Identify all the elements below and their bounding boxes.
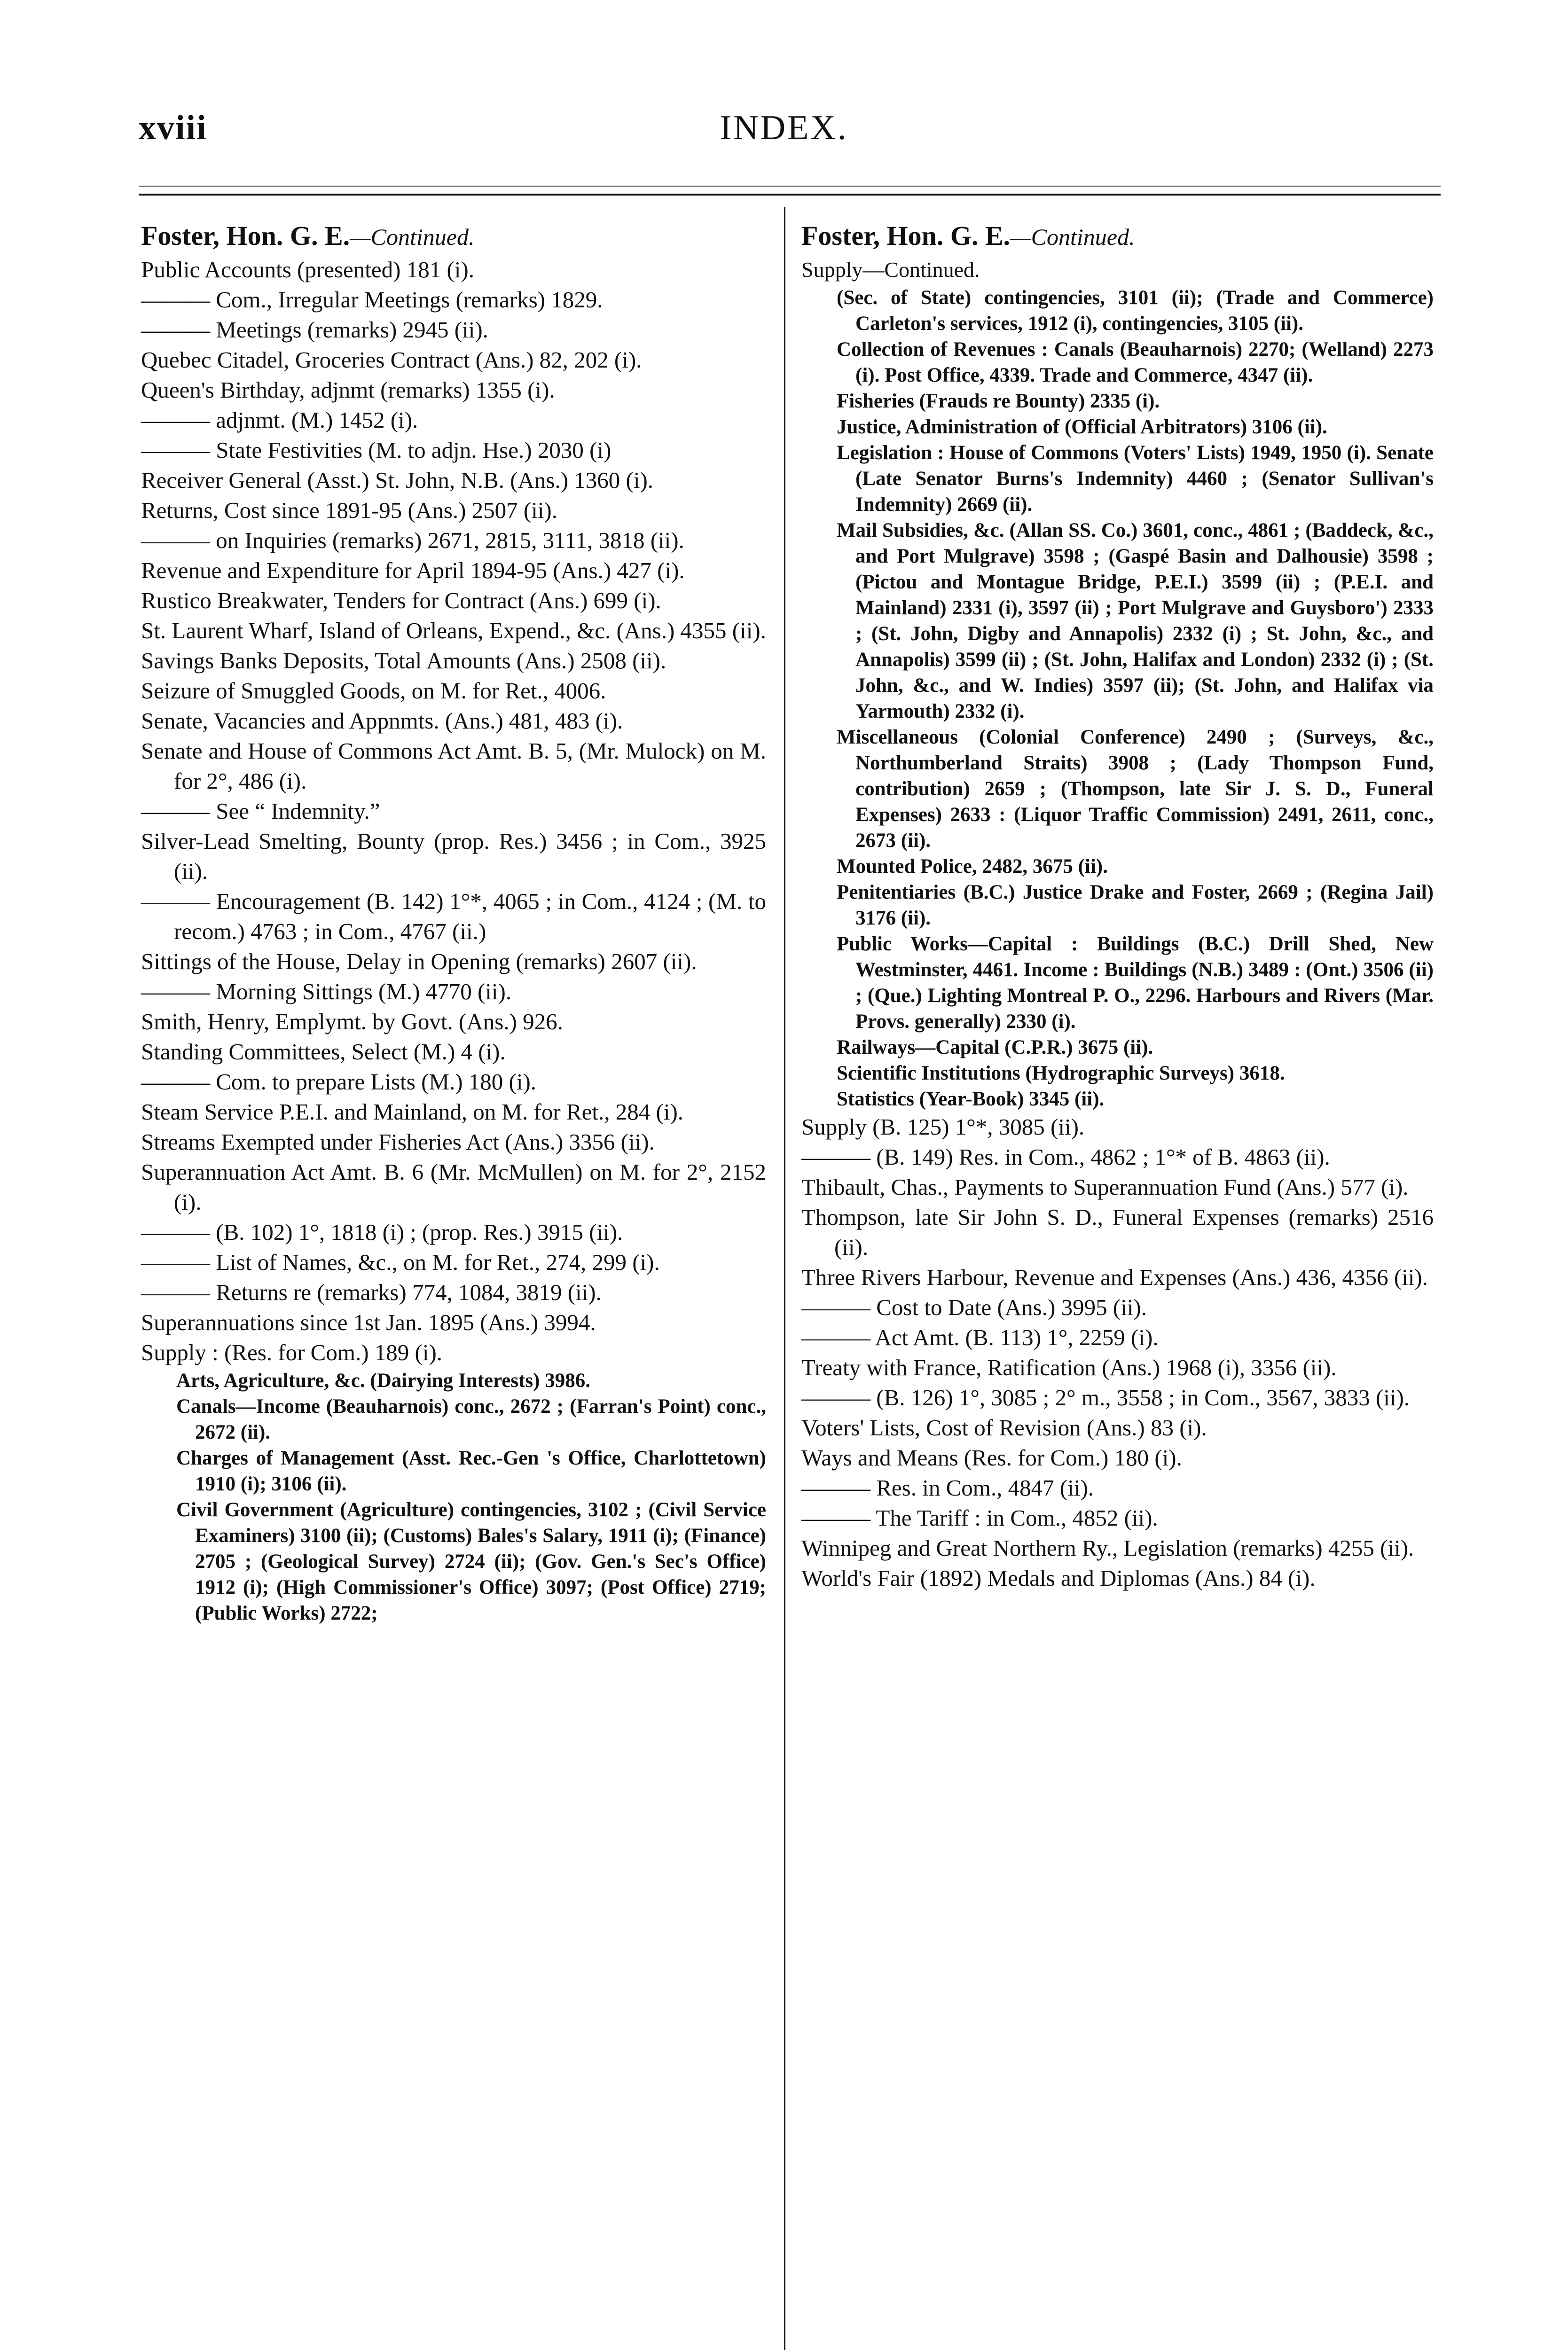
left-index-entry: Returns, Cost since 1891-95 (Ans.) 2507 (ii). bbox=[141, 497, 557, 523]
page-header bbox=[0, 0, 1568, 197]
right-heading-continued: —Continued. bbox=[1010, 224, 1135, 250]
left-index-entry: Canals—Income (Beauharnois) conc., 2672 ; (Farran's Point) conc., 2672 (ii). bbox=[176, 1395, 766, 1443]
right-index-entry: Collection of Revenues : Canals (Beauharnois) 2270; (Welland) 2273 (i). Post Office, 4339. Trade and Commerce, 4347 (ii). bbox=[837, 338, 1434, 386]
left-index-entry: Arts, Agriculture, &c. (Dairying Interests) 3986. bbox=[176, 1370, 590, 1392]
left-index-entry: Superannuations since 1st Jan. 1895 (Ans.) 3994. bbox=[141, 1309, 596, 1335]
right-index-entry: Public Works—Capital : Buildings (B.C.) Drill Shed, New Westminster, 4461. Income : Buildings (N.B.) 3489 : (Ont.) 3506 (ii) ; (Que.) Lighting Montreal P. O., 2296. Harbours and Rivers (Mar. Provs. generally) 2330 (i). bbox=[837, 933, 1434, 1033]
left-index-entry: Public Accounts (presented) 181 (i). bbox=[141, 257, 474, 282]
right-index-entry: Fisheries (Frauds re Bounty) 2335 (i). bbox=[837, 390, 1160, 412]
right-index-entry: Railways—Capital (C.P.R.) 3675 (ii). bbox=[837, 1036, 1153, 1058]
left-heading-name: Foster, Hon. G. E. bbox=[141, 220, 350, 251]
right-index-entry: Penitentiaries (B.C.) Justice Drake and Foster, 2669 ; (Regina Jail) 3176 (ii). bbox=[837, 881, 1434, 929]
column-divider bbox=[784, 207, 785, 2350]
left-index-entry: Quebec Citadel, Groceries Contract (Ans.) 82, 202 (i). bbox=[141, 347, 642, 373]
right-index-entry: Scientific Institutions (Hydrographic Surveys) 3618. bbox=[837, 1062, 1285, 1084]
right-heading-name: Foster, Hon. G. E. bbox=[801, 220, 1011, 251]
right-index-entry: Voters' Lists, Cost of Revision (Ans.) 83 (i). bbox=[801, 1415, 1207, 1441]
left-index-entry: ——— Com., Irregular Meetings (remarks) 1829. bbox=[141, 287, 603, 313]
right-subheading: Supply—Continued. bbox=[801, 258, 980, 282]
left-index-entry: Savings Banks Deposits, Total Amounts (Ans.) 2508 (ii). bbox=[141, 648, 666, 674]
left-entries bbox=[141, 255, 766, 1626]
header-rule-bottom bbox=[139, 194, 1441, 196]
left-heading bbox=[141, 221, 766, 252]
right-index-entry: Supply (B. 125) 1°*, 3085 (ii). bbox=[801, 1114, 1085, 1140]
left-index-entry: ——— See “ Indemnity.” bbox=[141, 798, 380, 824]
left-heading-continued: —Continued. bbox=[350, 224, 475, 250]
left-index-entry: ——— on Inquiries (remarks) 2671, 2815, 3111, 3818 (ii). bbox=[141, 527, 684, 553]
right-index-entry: Three Rivers Harbour, Revenue and Expenses (Ans.) 436, 4356 (ii). bbox=[801, 1264, 1428, 1290]
right-index-entry: Mail Subsidies, &c. (Allan SS. Co.) 3601, conc., 4861 ; (Baddeck, &c., and Port Mulgrave) 3598 ; (Gaspé Basin and Dalhousie) 3598 ; (Pictou and Montague Bridge, P.E.I.) 3599 (ii) ; (P.E.I. and Mainland) 2331 (i), 3597 (ii) ; Port Mulgrave and Guysboro') 2333 ; (St. John, Digby and Annapolis) 2332 (i) ; St. John, &c., and Annapolis) 3599 (ii) ; (St. John, Halifax and London) 2332 (i) ; (St. John, &c., and W. Indies) 3597 (ii); (St. John, and Halifax via Yarmouth) 2332 (i). bbox=[837, 519, 1434, 722]
header-rule-top bbox=[139, 186, 1441, 187]
left-index-entry: Supply : (Res. for Com.) 189 (i). bbox=[141, 1340, 443, 1365]
right-index-entry: Mounted Police, 2482, 3675 (ii). bbox=[837, 855, 1108, 877]
left-column bbox=[141, 221, 766, 1626]
right-index-entry: (Sec. of State) contingencies, 3101 (ii); (Trade and Commerce) Carleton's services, 1912 (i), contingencies, 3105 (ii). bbox=[837, 287, 1434, 335]
right-index-entry: ——— (B. 126) 1°, 3085 ; 2° m., 3558 ; in Com., 3567, 3833 (ii). bbox=[801, 1385, 1410, 1410]
left-index-entry: ——— adjnmt. (M.) 1452 (i). bbox=[141, 407, 418, 433]
left-index-entry: Receiver General (Asst.) St. John, N.B. (Ans.) 1360 (i). bbox=[141, 467, 654, 493]
right-index-entry: Statistics (Year-Book) 3345 (ii). bbox=[837, 1088, 1105, 1110]
left-index-entry: Revenue and Expenditure for April 1894-95 (Ans.) 427 (i). bbox=[141, 557, 685, 583]
right-index-entry: ——— Res. in Com., 4847 (ii). bbox=[801, 1475, 1094, 1501]
left-index-entry: Charges of Management (Asst. Rec.-Gen 's Office, Charlottetown) 1910 (i); 3106 (ii). bbox=[176, 1447, 766, 1495]
right-index-entry: Legislation : House of Commons (Voters' Lists) 1949, 1950 (i). Senate (Late Senator Burns's Indemnity) 4460 ; (Senator Sullivan's Indemnity) 2669 (ii). bbox=[837, 442, 1434, 516]
right-index-entry: Treaty with France, Ratification (Ans.) 1968 (i), 3356 (ii). bbox=[801, 1355, 1337, 1380]
left-index-entry: ——— State Festivities (M. to adjn. Hse.) 2030 (i) bbox=[141, 437, 612, 463]
left-index-entry: ——— (B. 102) 1°, 1818 (i) ; (prop. Res.) 3915 (ii). bbox=[141, 1219, 623, 1245]
left-index-entry: Smith, Henry, Emplymt. by Govt. (Ans.) 926. bbox=[141, 1009, 563, 1034]
right-index-entry: World's Fair (1892) Medals and Diplomas (Ans.) 84 (i). bbox=[801, 1565, 1316, 1591]
right-index-entry: Thibault, Chas., Payments to Superannuation Fund (Ans.) 577 (i). bbox=[801, 1174, 1409, 1200]
right-index-entry: ——— (B. 149) Res. in Com., 4862 ; 1°* of B. 4863 (ii). bbox=[801, 1144, 1330, 1170]
left-index-entry: ——— List of Names, &c., on M. for Ret., 274, 299 (i). bbox=[141, 1249, 660, 1275]
right-heading bbox=[801, 221, 1434, 252]
left-index-entry: ——— Morning Sittings (M.) 4770 (ii). bbox=[141, 979, 512, 1004]
right-index-entry: Justice, Administration of (Official Arbitrators) 3106 (ii). bbox=[837, 416, 1327, 438]
page-number: xviii bbox=[139, 109, 207, 147]
right-index-entry: Thompson, late Sir John S. D., Funeral Expenses (remarks) 2516 (ii). bbox=[801, 1204, 1434, 1260]
left-index-entry: St. Laurent Wharf, Island of Orleans, Expend., &c. (Ans.) 4355 (ii). bbox=[141, 618, 766, 643]
right-index-entry: Miscellaneous (Colonial Conference) 2490 ; (Surveys, &c., Northumberland Straits) 3908 ; (Lady Thompson Fund, contribution) 2659 ; (Thompson, late Sir J. S. D., Funeral Expenses) 2633 : (Liquor Traffic Commission) 2491, 2611, conc., 2673 (ii). bbox=[837, 726, 1434, 852]
left-index-entry: ——— Com. to prepare Lists (M.) 180 (i). bbox=[141, 1069, 537, 1095]
left-index-entry: Superannuation Act Amt. B. 6 (Mr. McMullen) on M. for 2°, 2152 (i). bbox=[141, 1159, 766, 1215]
left-index-entry: Steam Service P.E.I. and Mainland, on M. for Ret., 284 (i). bbox=[141, 1099, 684, 1125]
right-index-entry: ——— Act Amt. (B. 113) 1°, 2259 (i). bbox=[801, 1324, 1159, 1350]
left-index-entry: ——— Encouragement (B. 142) 1°*, 4065 ; in Com., 4124 ; (M. to recom.) 4763 ; in Com., 4767 (ii.) bbox=[141, 888, 766, 944]
left-index-entry: Civil Government (Agriculture) contingencies, 3102 ; (Civil Service Examiners) 3100 (ii); (Customs) Bales's Salary, 1911 (i); (Finance) 2705 ; (Geological Survey) 2724 (ii); (Gov. Gen.'s Sec's Office) 1912 (i); (High Commissioner's Office) 3097; (Post Office) 2719; (Public Works) 2722; bbox=[176, 1499, 766, 1624]
left-index-entry: Senate, Vacancies and Appnmts. (Ans.) 481, 483 (i). bbox=[141, 708, 623, 734]
right-index-entry: Winnipeg and Great Northern Ry., Legislation (remarks) 4255 (ii). bbox=[801, 1535, 1414, 1561]
left-index-entry: Sittings of the House, Delay in Opening (remarks) 2607 (ii). bbox=[141, 948, 697, 974]
left-index-entry: Streams Exempted under Fisheries Act (Ans.) 3356 (ii). bbox=[141, 1129, 655, 1155]
right-entries bbox=[801, 285, 1434, 1593]
page-title: INDEX. bbox=[720, 109, 848, 147]
right-index-entry: ——— The Tariff : in Com., 4852 (ii). bbox=[801, 1505, 1158, 1531]
right-index-entry: ——— Cost to Date (Ans.) 3995 (ii). bbox=[801, 1294, 1147, 1320]
left-index-entry: Seizure of Smuggled Goods, on M. for Ret., 4006. bbox=[141, 678, 606, 704]
left-index-entry: ——— Meetings (remarks) 2945 (ii). bbox=[141, 317, 488, 343]
left-index-entry: Silver-Lead Smelting, Bounty (prop. Res.) 3456 ; in Com., 3925 (ii). bbox=[141, 828, 766, 884]
left-index-entry: Standing Committees, Select (M.) 4 (i). bbox=[141, 1039, 506, 1065]
left-index-entry: Rustico Breakwater, Tenders for Contract (Ans.) 699 (i). bbox=[141, 588, 661, 613]
right-index-entry: Ways and Means (Res. for Com.) 180 (i). bbox=[801, 1445, 1182, 1471]
left-index-entry: Senate and House of Commons Act Amt. B. 5, (Mr. Mulock) on M. for 2°, 486 (i). bbox=[141, 738, 766, 794]
left-index-entry: ——— Returns re (remarks) 774, 1084, 3819 (ii). bbox=[141, 1279, 602, 1305]
left-index-entry: Queen's Birthday, adjnmt (remarks) 1355 (i). bbox=[141, 377, 555, 403]
right-column bbox=[801, 221, 1434, 1593]
